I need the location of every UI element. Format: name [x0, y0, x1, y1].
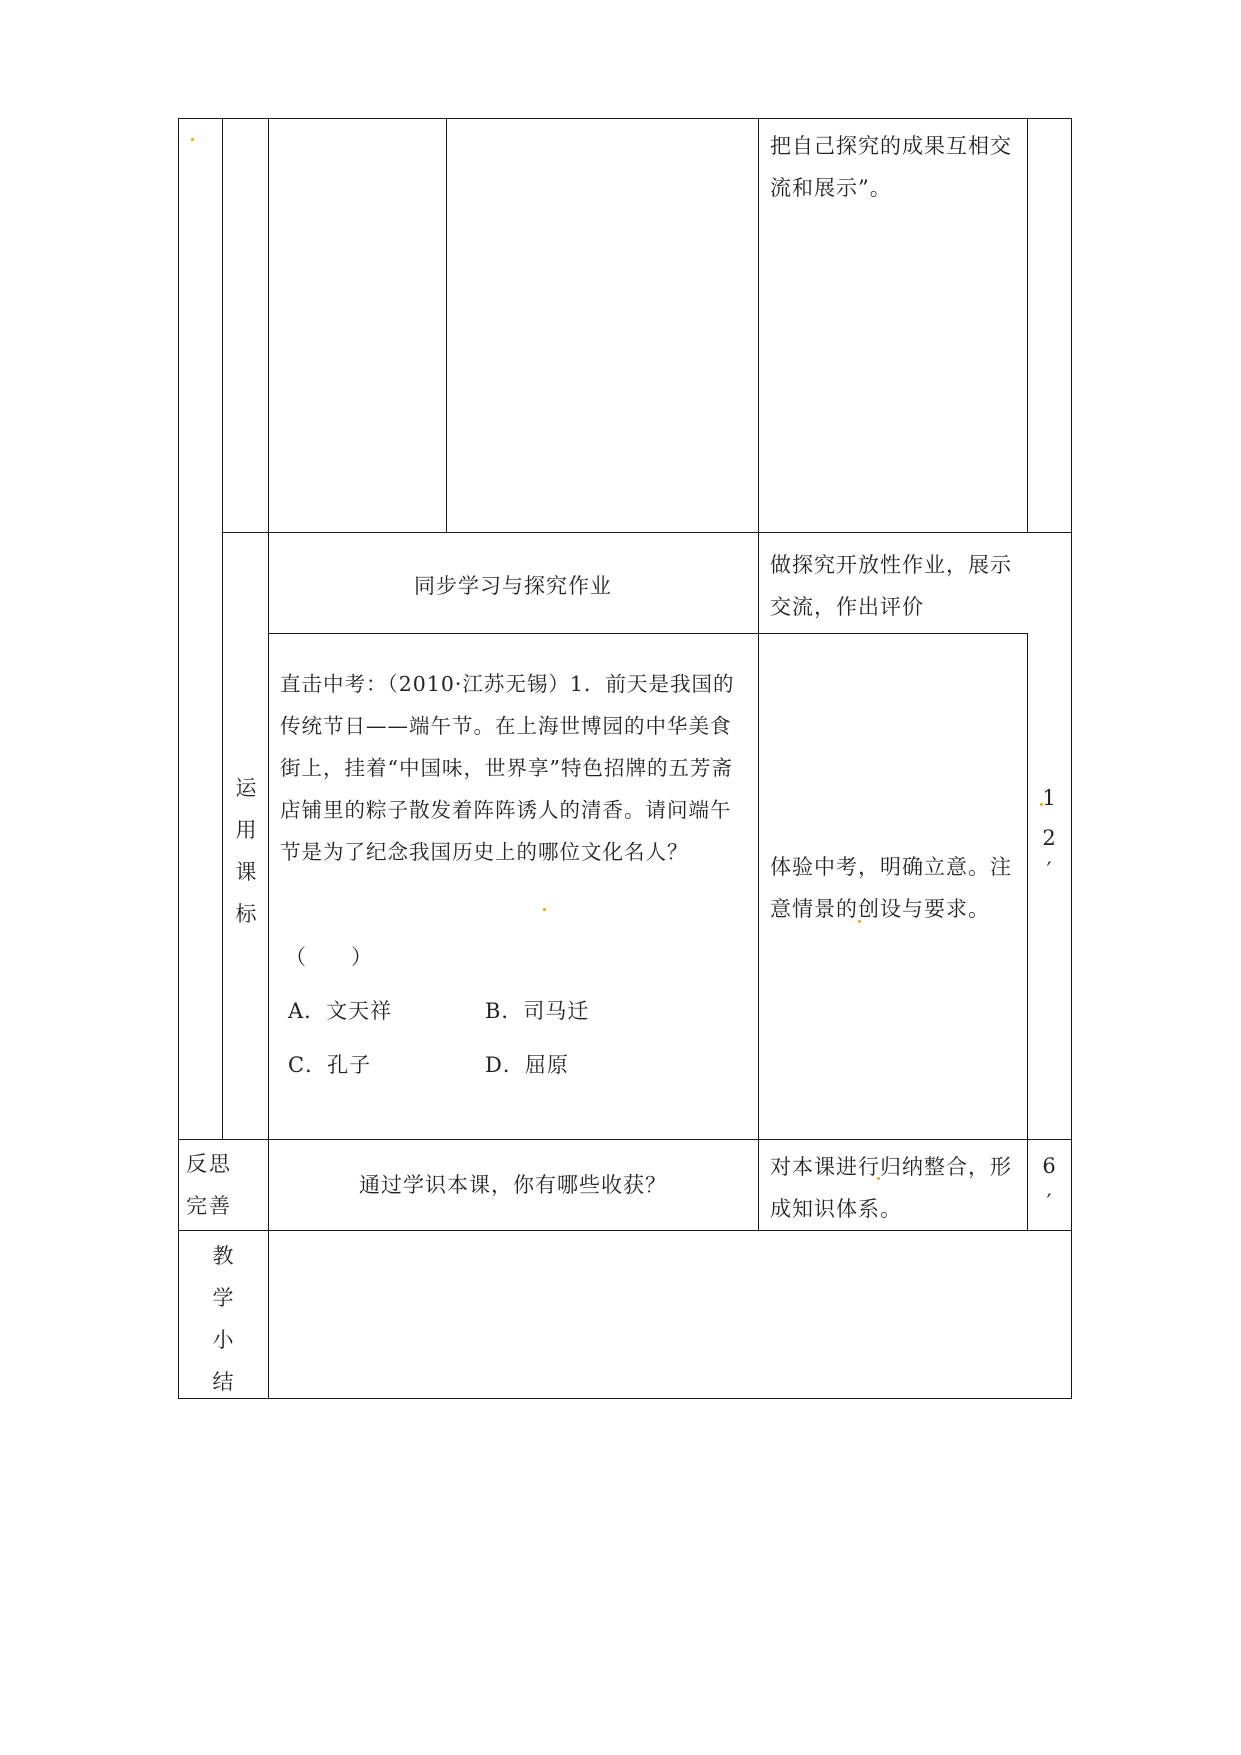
answer-blank: （ ）	[285, 945, 373, 969]
table-divider-col5	[1027, 118, 1028, 532]
reflect-note: 对本课进行归纳整合，形成知识体系。	[770, 1155, 1012, 1221]
exam-note: 体验中考，明确立意。注意情景的创设与要求。	[770, 855, 1012, 921]
table-border-top	[178, 118, 1072, 119]
table-divider-col1	[222, 118, 223, 1139]
option-a: A．文天祥	[288, 999, 393, 1023]
summary-content-area	[270, 1232, 1070, 1396]
table-border-bottom	[178, 1398, 1072, 1399]
row-divider-reflect	[178, 1139, 1072, 1140]
activity-title: 同步学习与探究作业	[414, 574, 612, 598]
table-border-right	[1071, 118, 1072, 1398]
summary-label-char: 教	[212, 1244, 234, 1268]
option-d: D．屈原	[485, 1053, 569, 1077]
exam-question: 直击中考：（2010·江苏无锡）1．前天是我国的传统节日——端午节。在上海世博园的中华美食街上，挂着“中国味，世界享”特色招牌的五芳斋店铺里的粽子散发着阵阵诱人的清香。请问端午节是为了纪念我国历史上的哪位文化名人？	[280, 672, 735, 864]
marker-dot	[543, 908, 546, 911]
apply-section-label	[226, 767, 266, 935]
summary-label-char: 小	[212, 1328, 234, 1352]
row-divider-activity	[268, 633, 1028, 634]
table-divider-col4	[758, 118, 759, 1230]
option-c: C．孔子	[288, 1053, 372, 1077]
table-divider-col3	[446, 118, 447, 532]
reflect-time-char: ′	[1046, 1190, 1052, 1214]
option-b: B．司马迁	[485, 999, 590, 1023]
table-divider-col5b	[1027, 633, 1028, 1230]
apply-label-char: 课	[235, 860, 257, 884]
apply-time-char: ′	[1046, 858, 1052, 882]
table-border-left	[178, 118, 179, 1398]
apply-label-char: 用	[235, 818, 257, 842]
row-divider-apply	[222, 532, 1072, 533]
marker-dot	[191, 138, 194, 141]
summary-label	[203, 1235, 243, 1403]
apply-label-char: 标	[235, 902, 257, 926]
table-divider-col2	[268, 118, 269, 1398]
top-right-text: 把自己探究的成果互相交流和展示”。	[770, 134, 1012, 200]
summary-label-char: 结	[212, 1370, 234, 1394]
reflect-time	[1029, 1146, 1069, 1218]
reflect-time-char: 6	[1042, 1154, 1056, 1178]
apply-time-char: 1	[1042, 786, 1056, 810]
apply-label-char: 运	[235, 776, 257, 800]
apply-time-char: 2	[1042, 826, 1056, 850]
summary-label-char: 学	[212, 1286, 234, 1310]
reflect-label-line: 完善	[186, 1194, 232, 1218]
reflect-label-line: 反思	[186, 1152, 232, 1176]
apply-time	[1029, 778, 1069, 882]
reflect-question: 通过学识本课，你有哪些收获？	[359, 1173, 667, 1197]
row-divider-summary	[178, 1230, 1072, 1231]
activity-note: 做探究开放性作业，展示交流，作出评价	[770, 553, 1012, 619]
reflect-label	[186, 1143, 266, 1227]
